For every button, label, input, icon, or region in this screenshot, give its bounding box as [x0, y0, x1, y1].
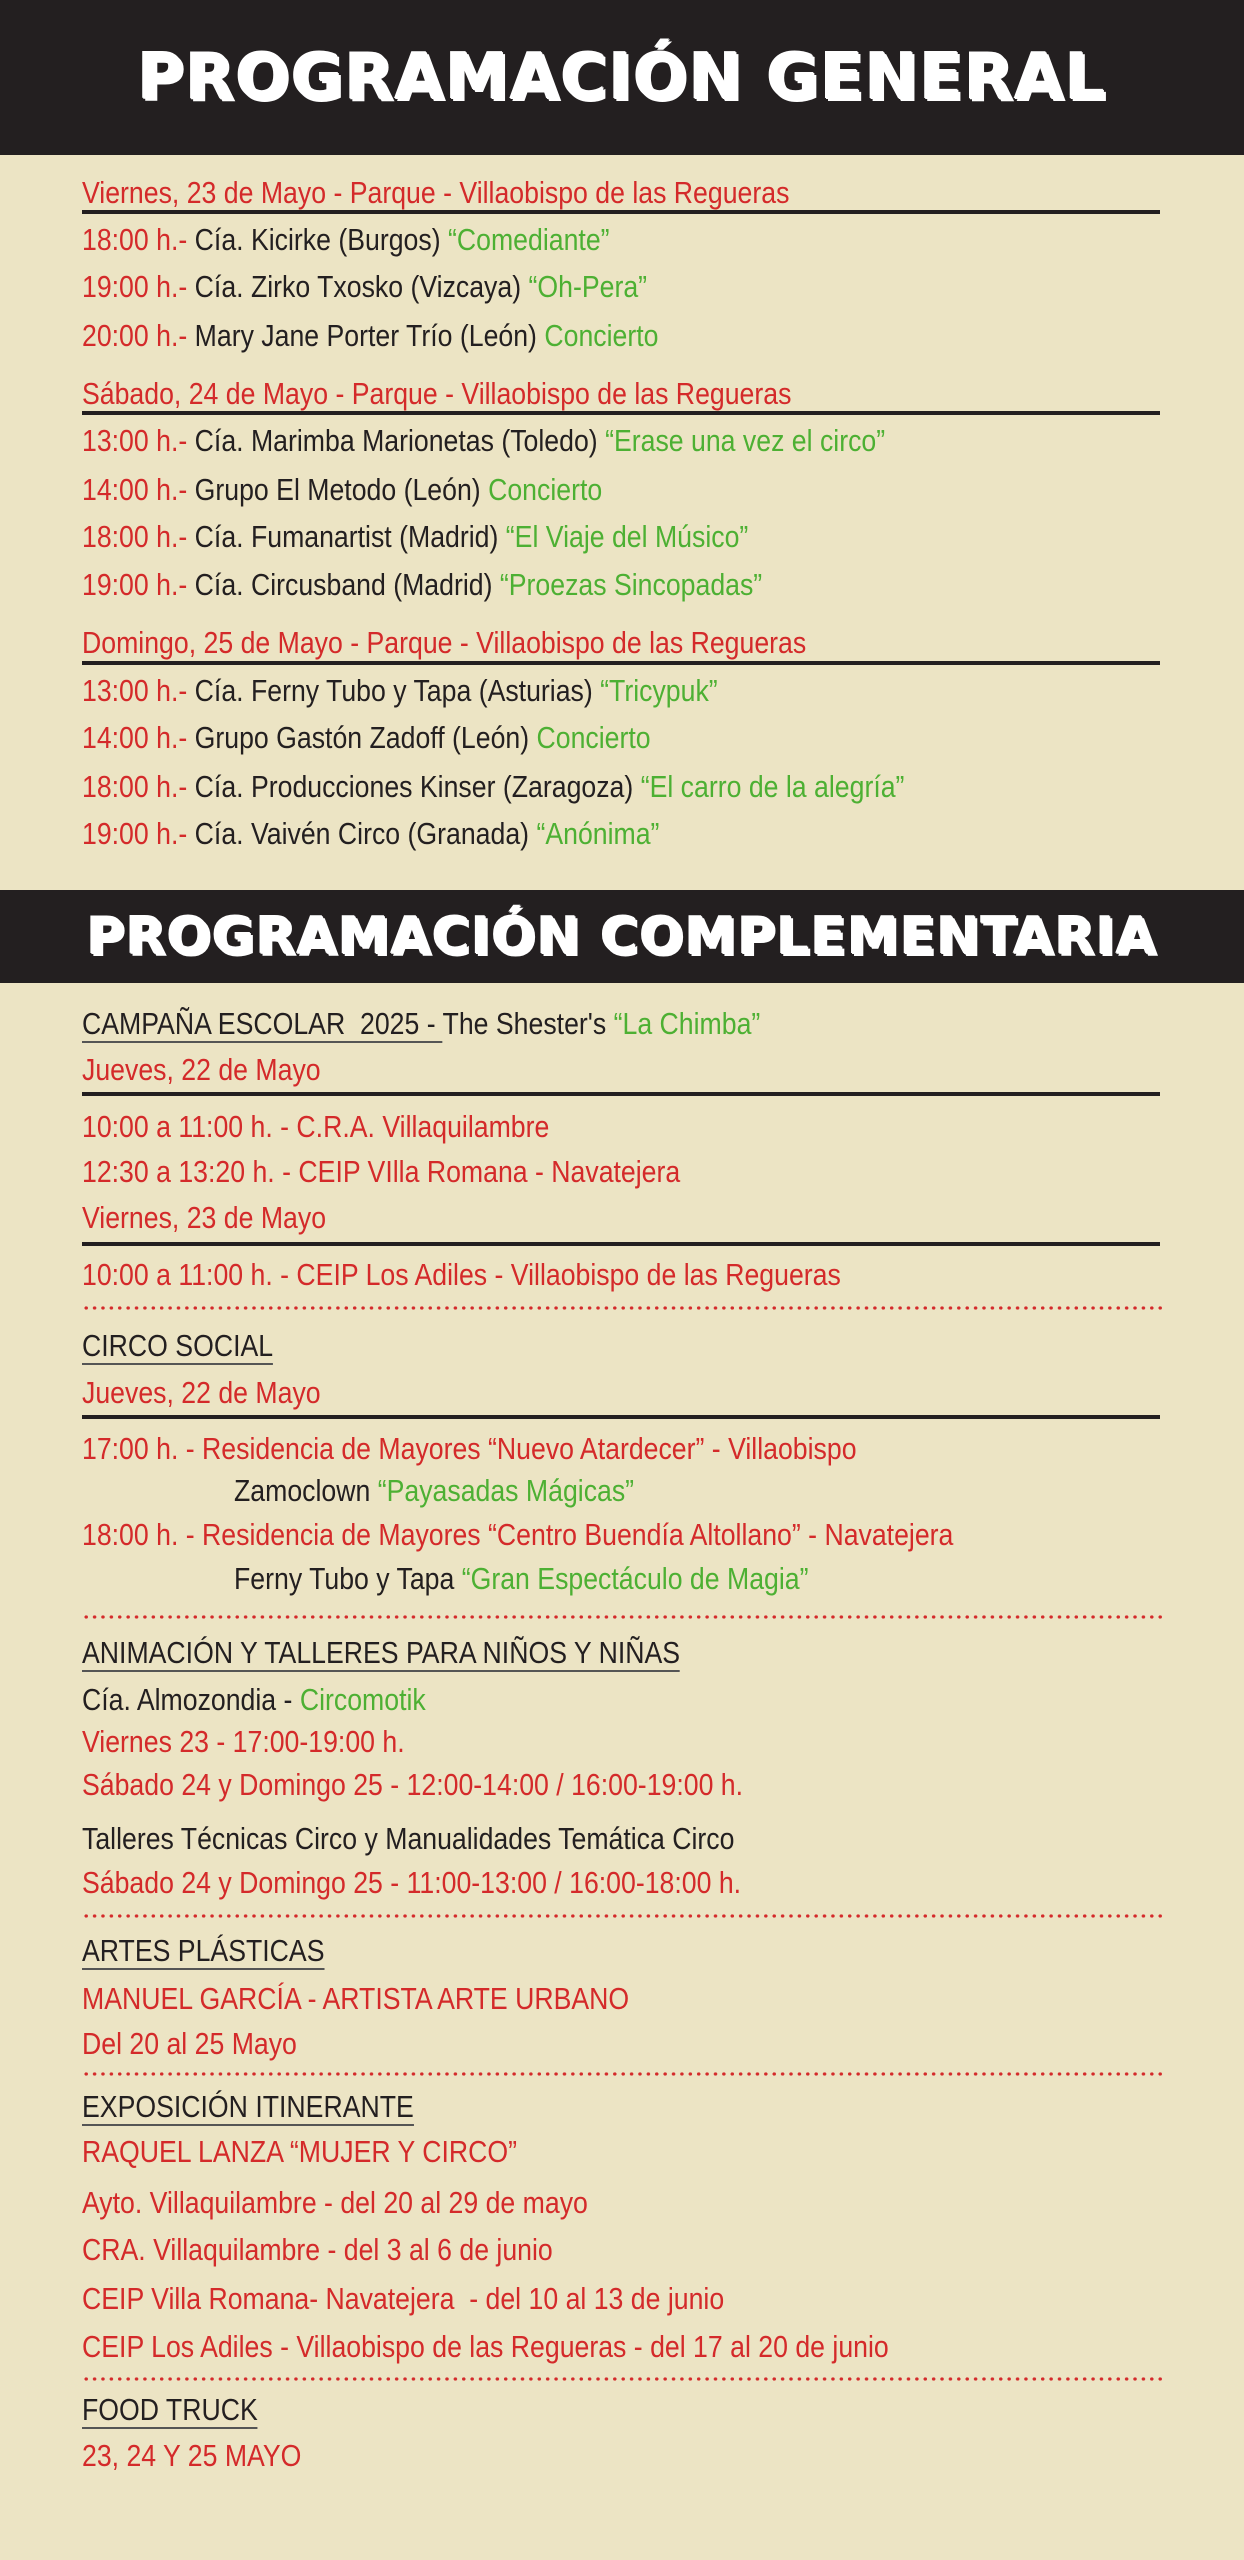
info-line — [82, 1819, 734, 1859]
event-time: 13:00 h.- — [82, 673, 188, 708]
event-row — [82, 421, 885, 461]
general-title: PROGRAMACIÓN GENERAL — [137, 40, 1107, 115]
line-segment: CAMPAÑA ESCOLAR 2025 - — [82, 1006, 443, 1041]
line-segment: 17:00 h. - Residencia de Mayores “Nuevo Atardecer” - Villaobispo — [82, 1431, 857, 1466]
event-time: 18:00 h.- — [82, 222, 188, 257]
info-line — [82, 1429, 857, 1469]
event-performer: Cía. Vaivén Circo (Granada) — [194, 816, 530, 851]
info-line — [82, 1107, 549, 1147]
line-segment: EXPOSICIÓN ITINERANTE — [82, 2089, 414, 2124]
info-line — [82, 1515, 953, 1555]
info-line — [82, 1050, 321, 1090]
event-performer: Mary Jane Porter Trío (León) — [194, 318, 537, 353]
line-segment: Ayto. Villaquilambre - del 20 al 29 de mayo — [82, 2185, 588, 2220]
line-segment: Jueves, 22 de Mayo — [82, 1052, 321, 1087]
info-line — [82, 1863, 741, 1903]
event-performer: Cía. Zirko Txosko (Vizcaya) — [194, 269, 522, 304]
info-line — [82, 2183, 588, 2223]
day-heading — [82, 623, 806, 663]
event-time: 18:00 h.- — [82, 769, 188, 804]
event-show: Concierto — [544, 318, 659, 353]
day-heading-text: Viernes, 23 de Mayo - Parque - Villaobispo de las Regueras — [82, 175, 790, 210]
event-row — [82, 220, 610, 260]
day-divider — [82, 411, 1160, 415]
line-segment: MANUEL GARCÍA - ARTISTA ARTE URBANO — [82, 1981, 630, 2016]
line-segment: Viernes 23 - 17:00-19:00 h. — [82, 1724, 405, 1759]
event-row — [82, 718, 651, 758]
event-show: “Comediante” — [448, 222, 610, 257]
info-line — [82, 2327, 889, 2367]
event-show: Concierto — [488, 472, 603, 507]
section-heading — [82, 1004, 760, 1044]
line-segment: RAQUEL LANZA “MUJER Y CIRCO” — [82, 2134, 518, 2169]
event-show: “El carro de la alegría” — [640, 769, 905, 804]
event-show: “Proezas Sincopadas” — [499, 567, 763, 602]
day-heading — [82, 374, 791, 414]
line-segment: ARTES PLÁSTICAS — [82, 1933, 325, 1968]
date-divider — [82, 1242, 1160, 1246]
event-row — [82, 267, 647, 307]
info-line — [82, 1373, 321, 1413]
info-line — [82, 2436, 301, 2476]
info-line — [82, 1255, 841, 1295]
complementary-header-band — [0, 890, 1244, 983]
event-show: “Oh-Pera” — [528, 269, 648, 304]
line-segment: Viernes, 23 de Mayo — [82, 1200, 327, 1235]
event-show: “Tricypuk” — [600, 673, 718, 708]
line-segment: “La Chimba” — [613, 1006, 761, 1041]
info-line — [234, 1471, 634, 1511]
line-segment: Sábado 24 y Domingo 25 - 12:00-14:00 / 16:00-19:00 h. — [82, 1767, 744, 1802]
event-performer: Cía. Ferny Tubo y Tapa (Asturias) — [194, 673, 593, 708]
event-row — [82, 316, 658, 356]
event-performer: Cía. Circusband (Madrid) — [194, 567, 493, 602]
date-divider — [82, 1415, 1160, 1419]
event-time: 18:00 h.- — [82, 519, 188, 554]
event-row — [82, 517, 748, 557]
date-divider — [82, 1092, 1160, 1096]
line-segment: Jueves, 22 de Mayo — [82, 1375, 321, 1410]
line-segment: The Shester's — [442, 1006, 614, 1041]
section-heading — [82, 1326, 273, 1366]
event-row — [82, 565, 762, 605]
event-performer: Grupo El Metodo (León) — [194, 472, 481, 507]
line-segment: “Payasadas Mágicas” — [377, 1473, 635, 1508]
event-show: Concierto — [536, 720, 651, 755]
event-row — [82, 767, 904, 807]
section-heading — [82, 1633, 680, 1673]
line-segment: Zamoclown — [234, 1473, 378, 1508]
section-heading — [82, 2087, 414, 2127]
line-segment: CEIP Los Adiles - Villaobispo de las Regueras - del 17 al 20 de junio — [82, 2329, 889, 2364]
day-divider — [82, 661, 1160, 665]
event-row — [82, 814, 659, 854]
line-segment: ANIMACIÓN Y TALLERES PARA NIÑOS Y NIÑAS — [82, 1635, 681, 1670]
event-row — [82, 671, 718, 711]
event-show: “El Viaje del Músico” — [505, 519, 749, 554]
day-heading-text: Domingo, 25 de Mayo - Parque - Villaobispo de las Regueras — [82, 625, 807, 660]
dotted-separator — [82, 1914, 1162, 1918]
line-segment: CIRCO SOCIAL — [82, 1328, 274, 1363]
event-time: 19:00 h.- — [82, 567, 188, 602]
event-performer: Cía. Producciones Kinser (Zaragoza) — [194, 769, 634, 804]
info-line — [82, 2279, 724, 2319]
info-line — [82, 1198, 326, 1238]
dotted-separator — [82, 2377, 1162, 2381]
event-time: 13:00 h.- — [82, 423, 188, 458]
general-header-band — [0, 0, 1244, 155]
line-segment: Talleres Técnicas Circo y Manualidades Temática Circo — [82, 1821, 735, 1856]
line-segment: “Gran Espectáculo de Magia” — [461, 1561, 809, 1596]
line-segment: Circomotik — [299, 1682, 426, 1717]
section-heading — [82, 1931, 324, 1971]
line-segment: Del 20 al 25 Mayo — [82, 2026, 297, 2061]
line-segment: FOOD TRUCK — [82, 2392, 258, 2427]
event-time: 14:00 h.- — [82, 720, 188, 755]
dotted-separator — [82, 1306, 1162, 1310]
day-heading-text: Sábado, 24 de Mayo - Parque - Villaobispo de las Regueras — [82, 376, 792, 411]
dotted-separator — [82, 1615, 1162, 1619]
event-show: “Anónima” — [536, 816, 660, 851]
event-show: “Erase una vez el circo” — [605, 423, 886, 458]
info-line — [82, 2132, 517, 2172]
event-performer: Grupo Gastón Zadoff (León) — [194, 720, 530, 755]
line-segment: 10:00 a 11:00 h. - C.R.A. Villaquilambre — [82, 1109, 550, 1144]
event-row — [82, 470, 602, 510]
section-heading — [82, 2390, 258, 2430]
info-line — [82, 1979, 629, 2019]
info-line — [82, 1680, 426, 1720]
event-time: 20:00 h.- — [82, 318, 188, 353]
line-segment: 23, 24 Y 25 MAYO — [82, 2438, 302, 2473]
line-segment: Cía. Almozondia - — [82, 1682, 300, 1717]
day-divider — [82, 210, 1160, 214]
line-segment: 18:00 h. - Residencia de Mayores “Centro Buendía Altollano” - Navatejera — [82, 1517, 954, 1552]
event-performer: Cía. Marimba Marionetas (Toledo) — [194, 423, 598, 458]
info-line — [82, 2024, 297, 2064]
event-performer: Cía. Fumanartist (Madrid) — [194, 519, 499, 554]
line-segment: Sábado 24 y Domingo 25 - 11:00-13:00 / 16:00-18:00 h. — [82, 1865, 742, 1900]
line-segment: CEIP Villa Romana- Navatejera - del 10 al 13 de junio — [82, 2281, 725, 2316]
info-line — [234, 1559, 808, 1599]
info-line — [82, 1152, 680, 1192]
event-time: 19:00 h.- — [82, 816, 188, 851]
info-line — [82, 2230, 553, 2270]
info-line — [82, 1722, 405, 1762]
info-line — [82, 1765, 743, 1805]
event-performer: Cía. Kicirke (Burgos) — [194, 222, 441, 257]
dotted-separator — [82, 2072, 1162, 2076]
line-segment: 10:00 a 11:00 h. - CEIP Los Adiles - Villaobispo de las Regueras — [82, 1257, 841, 1292]
complementary-title: PROGRAMACIÓN COMPLEMENTARIA — [86, 906, 1158, 967]
event-time: 19:00 h.- — [82, 269, 188, 304]
line-segment: CRA. Villaquilambre - del 3 al 6 de junio — [82, 2232, 553, 2267]
event-time: 14:00 h.- — [82, 472, 188, 507]
line-segment: 12:30 a 13:20 h. - CEIP VIlla Romana - Navatejera — [82, 1154, 681, 1189]
line-segment: Ferny Tubo y Tapa — [234, 1561, 462, 1596]
day-heading — [82, 173, 789, 213]
